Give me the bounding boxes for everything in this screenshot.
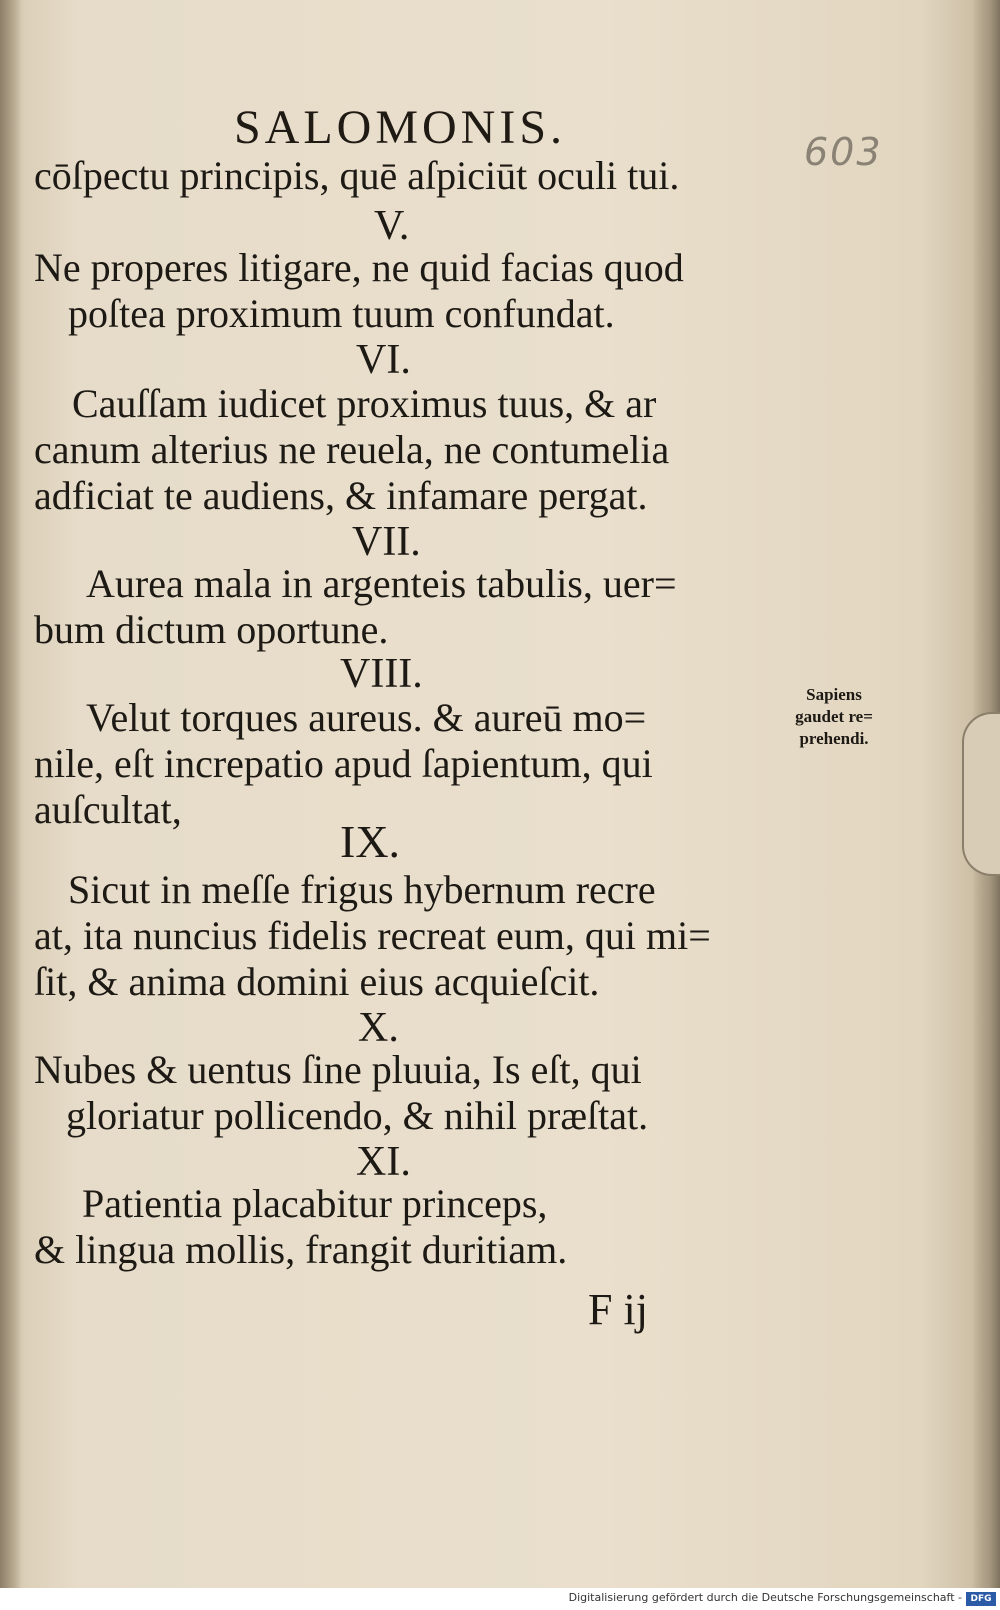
text-line-2: Ne properes litigare, ne quid facias quod (34, 245, 684, 290)
page-gutter-shadow (0, 0, 22, 1588)
page-tab (962, 712, 1000, 876)
text-line-15: Nubes & uentus ſine pluuia, Is eſt, qui (34, 1047, 642, 1092)
dfg-logo: DFG (966, 1592, 996, 1606)
text-line-16: gloriatur pollicendo, & nihil præſtat. (66, 1093, 649, 1138)
marginal-note (764, 684, 904, 750)
text-line-1: cōſpectu principis, quē aſpiciūt oculi tui. (34, 153, 680, 198)
text-line-3: poſtea proximum tuum confundat. (68, 291, 615, 336)
text-line-18: & lingua mollis, frangit duritiam. (34, 1227, 568, 1272)
section-number-vii: VII. (352, 519, 421, 565)
text-line-9: Velut torques aureus. & aureū mo= (86, 695, 647, 740)
text-line-12: Sicut in meſſe frigus hybernum recre (68, 867, 656, 912)
section-number-ix: IX. (340, 816, 401, 867)
text-line-10: nile, eſt increpatio apud ſapientum, qui (34, 741, 653, 786)
marginal-note-line-1: Sapiens (806, 685, 862, 704)
section-number-vi: VI. (356, 337, 411, 383)
section-number-x: X. (358, 1005, 399, 1051)
text-line-13: at, ita nuncius fidelis recreat eum, qui mi= (34, 913, 711, 958)
text-line-14: ſit, & anima domini eius acquieſcit. (34, 959, 600, 1004)
section-number-viii: VIII. (340, 651, 423, 697)
footer-credit: Digitalisierung gefördert durch die Deutsche Forschungsgemeinschaft - (568, 1591, 962, 1604)
folio-number: 603 (804, 130, 883, 174)
marginal-note-line-3: prehendi. (799, 729, 869, 748)
section-number-xi: XI. (356, 1139, 411, 1185)
text-line-5: canum alterius ne reuela, ne contumelia (34, 427, 670, 472)
footer-bar (0, 1588, 1000, 1610)
text-line-17: Patientia placabitur princeps, (82, 1181, 548, 1226)
running-head: SALOMONIS. (233, 101, 567, 154)
text-line-8: bum dictum oportune. (34, 607, 389, 652)
text-line-6: adficiat te audiens, & infamare pergat. (34, 473, 648, 518)
text-line-11: auſcultat, (34, 787, 182, 832)
section-number-v: V. (374, 203, 410, 249)
signature-mark: F ij (588, 1285, 648, 1334)
marginal-note-line-2: gaudet re= (795, 707, 873, 726)
text-line-4: Cauſſam iudicet proximus tuus, & ar (72, 381, 657, 426)
text-line-7: Aurea mala in argenteis tabulis, uer= (86, 561, 677, 606)
